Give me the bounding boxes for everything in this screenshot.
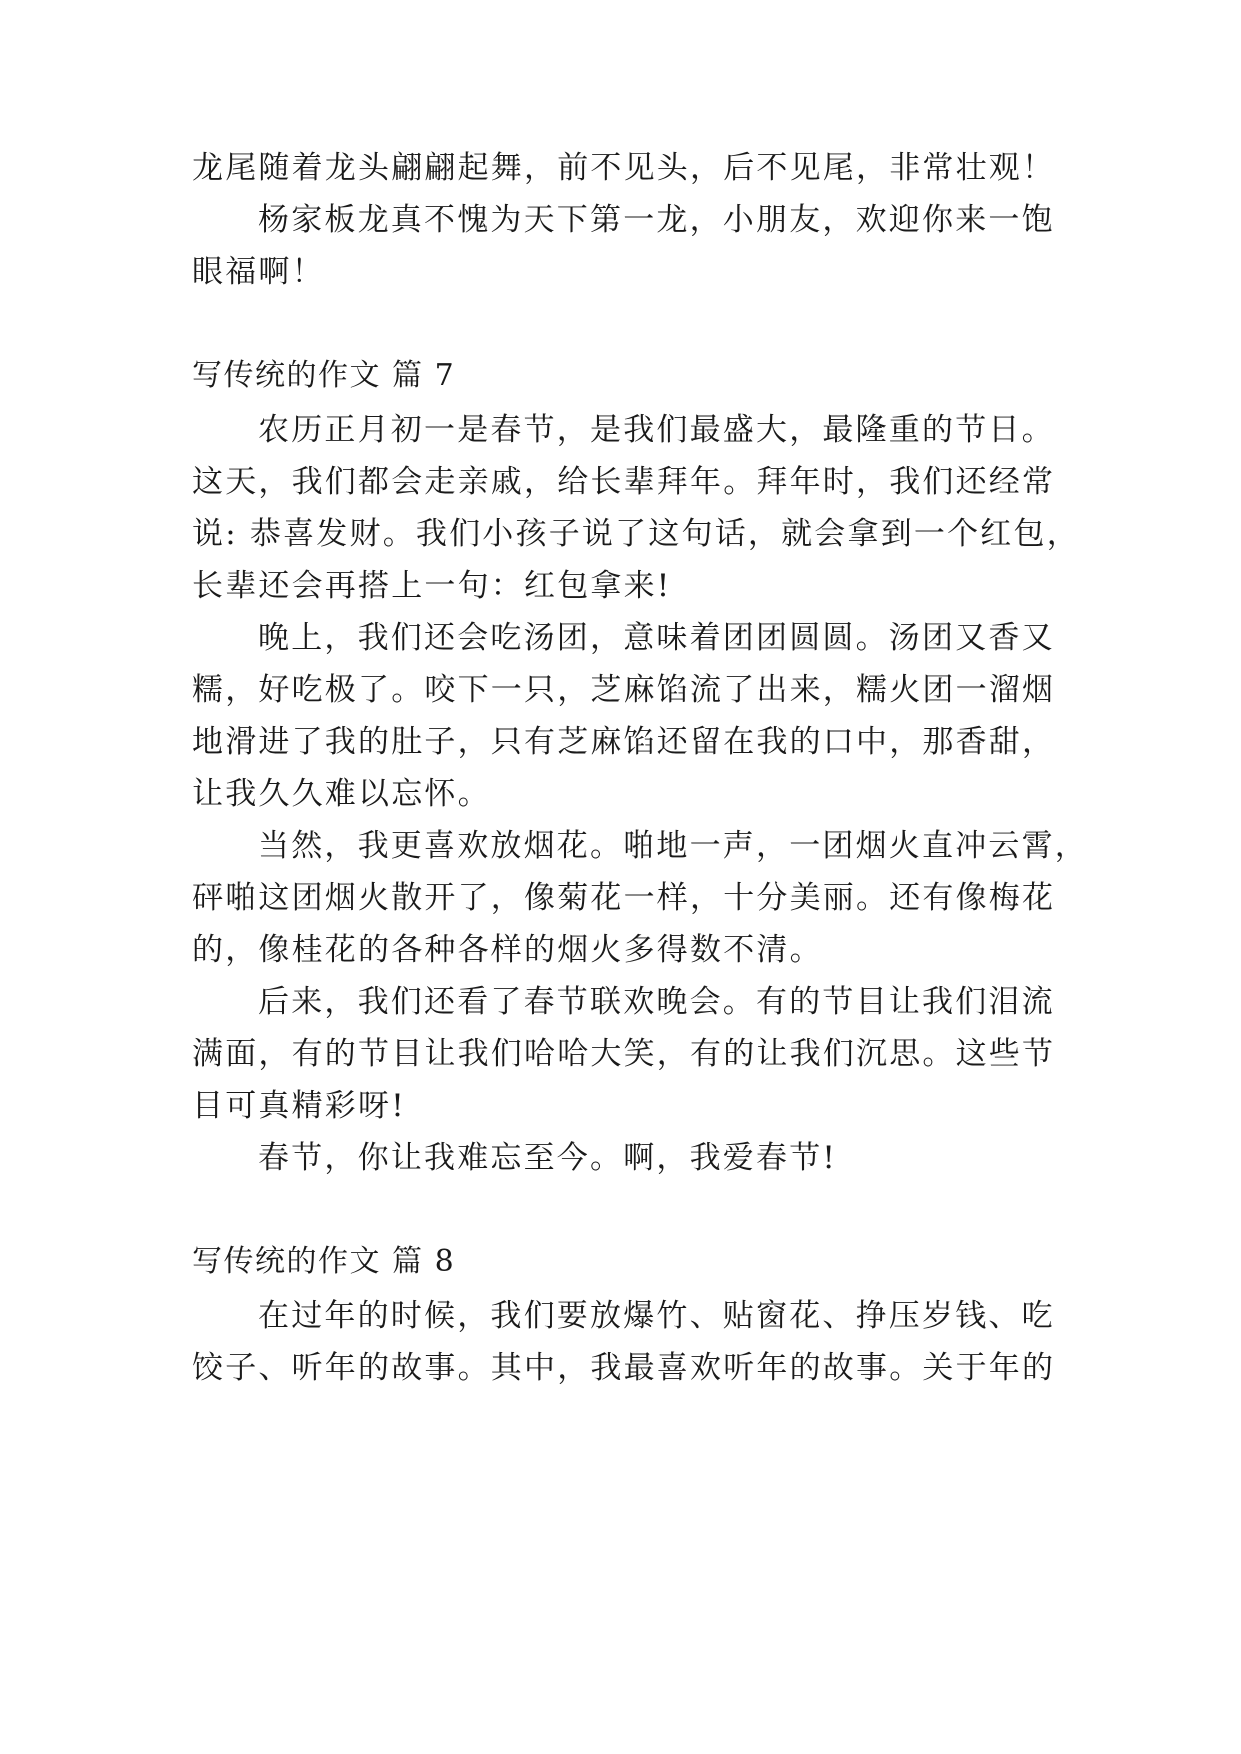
paragraph-line: 饺子、听年的故事。其中，我最喜欢听年的故事。关于年的: [192, 1350, 1056, 1386]
paragraph-line: 在过年的时候，我们要放爆竹、贴窗花、挣压岁钱、吃: [258, 1298, 1055, 1334]
paragraph-line: 杨家板龙真不愧为天下第一龙，小朋友，欢迎你来一饱: [258, 202, 1055, 238]
paragraph-line: 糯，好吃极了。咬下一只，芝麻馅流了出来，糯火团一溜烟: [192, 672, 1056, 708]
paragraph-line: 长辈还会再搭上一句：红包拿来!: [192, 568, 672, 604]
paragraph-line: 砰啪这团烟火散开了，像菊花一样，十分美丽。还有像梅花: [192, 880, 1056, 916]
paragraph-line: 农历正月初一是春节，是我们最盛大，最隆重的节日。: [258, 412, 1055, 448]
paragraph-line: 后来，我们还看了春节联欢晚会。有的节目让我们泪流: [258, 984, 1055, 1020]
paragraph-line: 眼福啊！: [192, 254, 325, 290]
paragraph-line: 的，像桂花的各种各样的烟火多得数不清。: [192, 932, 823, 968]
paragraph-line: 满面，有的节目让我们哈哈大笑，有的让我们沉思。这些节: [192, 1036, 1056, 1072]
paragraph-line: 春节，你让我难忘至今。啊，我爱春节!: [258, 1140, 838, 1176]
paragraph-line: 当然，我更喜欢放烟花。啪地一声，一团烟火直冲云霄，: [258, 828, 1088, 864]
paragraph-line: 这天，我们都会走亲戚，给长辈拜年。拜年时，我们还经常: [192, 464, 1056, 500]
paragraph-line: 目可真精彩呀!: [192, 1088, 406, 1124]
paragraph-line: 龙尾随着龙头翩翩起舞，前不见头，后不见尾，非常壮观！: [192, 150, 1056, 186]
paragraph-line: 晚上，我们还会吃汤团，意味着团团圆圆。汤团又香又: [258, 620, 1055, 656]
section-heading: 写传统的作文 篇 8: [192, 1244, 456, 1279]
section-heading: 写传统的作文 篇 7: [192, 358, 456, 393]
paragraph-line: 说: 恭喜发财。我们小孩子说了这句话，就会拿到一个红包，: [192, 516, 1080, 552]
paragraph-line: 地滑进了我的肚子，只有芝麻馅还留在我的口中，那香甜，: [192, 724, 1056, 760]
paragraph-line: 让我久久难以忘怀。: [192, 776, 491, 812]
